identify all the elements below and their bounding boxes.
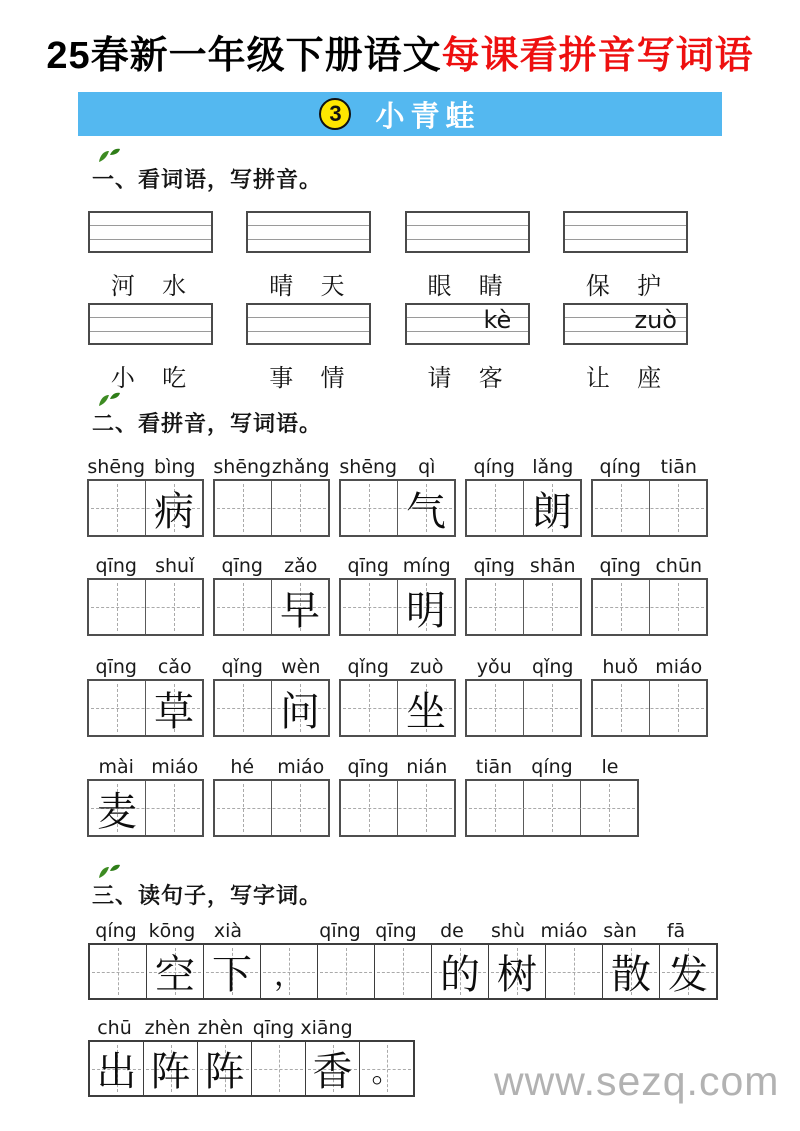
pinyin-writing-box[interactable] <box>88 303 213 345</box>
handwritten-char: 气 <box>406 488 446 535</box>
pinyin-row <box>339 452 456 478</box>
character-box <box>213 578 330 636</box>
char-cell[interactable] <box>649 681 706 735</box>
pinyin-syllable: qīng <box>347 756 389 778</box>
pinyin-syllable: bìng <box>154 456 196 478</box>
char-cell <box>602 945 659 998</box>
char-cell[interactable] <box>90 945 146 998</box>
word-label: 让 座 <box>585 364 666 392</box>
section2-row-2 <box>87 551 708 636</box>
pinyin-writing-box[interactable] <box>246 303 371 345</box>
title-black: 25春新一年级下册语文 <box>46 35 442 77</box>
char-cell[interactable] <box>523 580 580 634</box>
char-cell <box>431 945 488 998</box>
section2-row-3 <box>87 652 708 737</box>
pinyin-syllable: xiāng <box>300 1017 353 1039</box>
pinyin-syllable: de <box>440 920 464 942</box>
pinyin-word-item <box>246 211 371 301</box>
pinyin-syllable: chūn <box>655 555 703 577</box>
char-cell <box>90 1042 143 1095</box>
pinyin-syllable: yǒu <box>476 656 512 678</box>
char-cell <box>305 1042 359 1095</box>
section2-row-1 <box>87 452 708 537</box>
char-cell[interactable] <box>215 580 271 634</box>
char-cell[interactable] <box>145 781 202 835</box>
pinyin-writing-box[interactable] <box>88 211 213 253</box>
char-cell <box>145 681 202 735</box>
char-cell[interactable] <box>317 945 374 998</box>
section3-line-2 <box>88 1013 415 1097</box>
fourline-guide <box>90 239 211 240</box>
handwritten-char: 出 <box>96 1049 137 1095</box>
handwritten-char: 朗 <box>532 488 572 535</box>
char-cell[interactable] <box>374 945 431 998</box>
char-cell[interactable] <box>467 580 523 634</box>
fourline-guide <box>248 225 369 226</box>
pinyin-row <box>465 752 639 778</box>
pinyin-row <box>87 752 204 778</box>
pinyin-row <box>591 452 708 478</box>
handwritten-char: 阵 <box>150 1049 191 1095</box>
char-cell[interactable] <box>215 781 271 835</box>
pinyin-syllable: qíng <box>599 456 641 478</box>
handwritten-char: 空 <box>155 952 195 998</box>
section1-heading-text: 一、看词语，写拼音。 <box>92 167 323 192</box>
char-cell[interactable] <box>341 681 397 735</box>
char-cell[interactable] <box>341 781 397 835</box>
handwritten-char: 病 <box>154 488 194 535</box>
pinyin-word-item <box>405 303 530 393</box>
character-box <box>339 479 456 537</box>
character-box <box>213 679 330 737</box>
character-box <box>591 578 708 636</box>
char-cell <box>523 481 580 535</box>
fourline-guide <box>565 225 686 226</box>
character-box <box>465 779 639 837</box>
punctuation: ， <box>274 958 304 993</box>
fourline-guide <box>407 239 528 240</box>
pinyin-syllable: qì <box>418 456 436 478</box>
pinyin-syllable: qǐng <box>532 656 574 678</box>
handwritten-char: 发 <box>668 952 708 998</box>
handwritten-char: 草 <box>154 688 194 735</box>
pinyin-syllable: shēng <box>87 456 146 478</box>
pinyin-row <box>213 452 330 478</box>
pinyin-syllable: fā <box>666 920 686 942</box>
pinyin-row <box>213 551 330 577</box>
fourline-guide <box>90 331 211 332</box>
word-label: 河 水 <box>110 272 191 300</box>
section1-row-1 <box>88 211 688 301</box>
pinyin-char-group <box>87 551 204 636</box>
pinyin-syllable: miáo <box>655 656 703 678</box>
leaf-icon <box>96 863 122 879</box>
pinyin-row <box>88 916 718 942</box>
handwritten-char: 坐 <box>406 688 446 735</box>
pinyin-char-group <box>465 752 639 837</box>
section3-heading <box>92 879 322 910</box>
pinyin-syllable: shān <box>529 555 576 577</box>
punctuation: 。 <box>371 1055 402 1090</box>
pinyin-syllable: zhèn <box>144 1017 191 1039</box>
fourline-guide <box>248 317 369 318</box>
pinyin-syllable: cǎo <box>157 656 192 678</box>
sentence-strip <box>88 1040 415 1097</box>
pinyin-char-group <box>213 752 330 837</box>
char-cell[interactable] <box>649 580 706 634</box>
handwritten-char: 麦 <box>97 788 137 835</box>
handwritten-char: 早 <box>280 587 320 634</box>
pinyin-word-item <box>563 303 688 393</box>
char-cell[interactable] <box>145 580 202 634</box>
char-cell[interactable] <box>467 781 523 835</box>
pinyin-syllable: wèn <box>281 656 321 678</box>
pinyin-syllable: shù <box>491 920 525 942</box>
pinyin-syllable: sàn <box>603 920 637 942</box>
section1-row-2 <box>88 303 688 393</box>
word-label: 眼 睛 <box>427 272 507 300</box>
char-cell[interactable] <box>593 580 649 634</box>
pinyin-syllable: zǎo <box>284 555 318 577</box>
word-label: 保 护 <box>585 272 666 300</box>
character-box <box>339 578 456 636</box>
handwritten-char: 的 <box>440 952 480 998</box>
pinyin-row <box>465 652 582 678</box>
pinyin-writing-box <box>405 303 530 345</box>
section3-line-1 <box>88 916 718 1000</box>
pinyin-answer: kè <box>483 306 512 334</box>
lesson-banner <box>78 92 722 136</box>
handwritten-char: 下 <box>212 952 252 998</box>
character-box <box>465 578 582 636</box>
char-cell[interactable] <box>89 681 145 735</box>
pinyin-syllable: qīng <box>599 555 641 577</box>
char-cell <box>260 945 317 998</box>
pinyin-char-group <box>339 452 456 537</box>
char-cell[interactable] <box>580 781 637 835</box>
character-box <box>465 679 582 737</box>
section2-row-4 <box>87 752 639 837</box>
character-box <box>87 578 204 636</box>
section2-heading-text: 二、看拼音，写词语。 <box>92 411 323 436</box>
pinyin-row <box>88 1013 415 1039</box>
pinyin-syllable: hé <box>230 756 255 778</box>
pinyin-syllable: kōng <box>148 920 196 942</box>
pinyin-word-item <box>246 303 371 393</box>
pinyin-writing-box[interactable] <box>563 211 688 253</box>
pinyin-syllable: qíng <box>531 756 573 778</box>
leaf-icon <box>96 391 122 407</box>
pinyin-row <box>339 752 456 778</box>
pinyin-syllable: chū <box>97 1017 132 1039</box>
char-cell[interactable] <box>523 781 580 835</box>
pinyin-char-group <box>591 452 708 537</box>
pinyin-syllable: le <box>601 756 619 778</box>
character-box <box>87 479 204 537</box>
character-box <box>87 779 204 837</box>
section1-heading <box>92 163 322 194</box>
pinyin-syllable: qīng <box>95 555 137 577</box>
char-cell <box>197 1042 251 1095</box>
title-red: 每课看拼音写词语 <box>441 35 754 77</box>
fourline-guide <box>248 331 369 332</box>
pinyin-syllable: zhǎng <box>271 456 330 478</box>
char-cell <box>397 580 454 634</box>
pinyin-row <box>465 452 582 478</box>
char-cell[interactable] <box>271 481 328 535</box>
pinyin-char-group <box>339 551 456 636</box>
pinyin-syllable: tiān <box>660 456 697 478</box>
char-cell <box>89 781 145 835</box>
pinyin-syllable: qīng <box>375 920 417 942</box>
char-cell <box>659 945 716 998</box>
character-box <box>339 779 456 837</box>
pinyin-char-group <box>591 652 708 737</box>
char-cell[interactable] <box>467 481 523 535</box>
pinyin-syllable: tiān <box>475 756 513 778</box>
handwritten-char: 明 <box>406 587 446 634</box>
char-cell[interactable] <box>523 681 580 735</box>
pinyin-row <box>465 551 582 577</box>
character-box <box>591 679 708 737</box>
handwritten-char: 问 <box>280 688 320 735</box>
pinyin-syllable: qīng <box>252 1017 295 1039</box>
pinyin-syllable: qīng <box>319 920 361 942</box>
section2-heading <box>92 407 322 438</box>
pinyin-syllable: zhèn <box>197 1017 244 1039</box>
pinyin-word-item <box>88 211 213 301</box>
pinyin-syllable: qíng <box>473 456 515 478</box>
handwritten-char: 阵 <box>204 1049 245 1095</box>
char-cell[interactable] <box>251 1042 305 1095</box>
pinyin-word-item <box>88 303 213 393</box>
character-box <box>87 679 204 737</box>
pinyin-syllable: lǎng <box>532 456 574 478</box>
pinyin-syllable: shuǐ <box>155 555 195 577</box>
pinyin-row <box>87 551 204 577</box>
pinyin-char-group <box>465 452 582 537</box>
pinyin-syllable: shēng <box>213 456 272 478</box>
pinyin-syllable: miáo <box>277 756 325 778</box>
fourline-guide <box>90 317 211 318</box>
character-box <box>591 479 708 537</box>
pinyin-syllable: mài <box>98 756 134 778</box>
word-label: 事 情 <box>269 364 349 392</box>
pinyin-writing-box[interactable] <box>405 211 530 253</box>
pinyin-syllable: míng <box>402 555 451 577</box>
leaf-icon <box>96 147 122 163</box>
pinyin-char-group <box>339 652 456 737</box>
watermark: www.sezq.com <box>494 1058 780 1104</box>
pinyin-syllable: huǒ <box>602 656 639 678</box>
char-cell <box>488 945 545 998</box>
char-cell[interactable] <box>649 481 706 535</box>
pinyin-syllable: qǐng <box>221 656 263 678</box>
page-title <box>0 24 800 79</box>
fourline-guide <box>565 239 686 240</box>
pinyin-syllable: xià <box>213 920 243 942</box>
pinyin-char-group <box>339 752 456 837</box>
char-cell[interactable] <box>215 681 271 735</box>
pinyin-row <box>87 652 204 678</box>
lesson-title: 小青蛙 <box>375 100 481 133</box>
word-label: 晴 天 <box>269 272 349 300</box>
fourline-guide <box>248 239 369 240</box>
pinyin-syllable: qīng <box>473 555 515 577</box>
character-box <box>213 479 330 537</box>
char-cell <box>145 481 202 535</box>
pinyin-row <box>339 652 456 678</box>
pinyin-writing-box <box>563 303 688 345</box>
pinyin-syllable: zuò <box>409 656 444 678</box>
fourline-guide <box>90 225 211 226</box>
char-cell[interactable] <box>89 580 145 634</box>
pinyin-row <box>591 551 708 577</box>
lesson-number-badge: 3 <box>319 98 351 130</box>
pinyin-row <box>339 551 456 577</box>
character-box <box>213 779 330 837</box>
pinyin-syllable: qíng <box>95 920 137 942</box>
char-cell <box>271 681 328 735</box>
handwritten-char: 香 <box>312 1049 353 1095</box>
pinyin-row <box>213 652 330 678</box>
pinyin-syllable: qīng <box>347 555 389 577</box>
char-cell <box>397 481 454 535</box>
char-cell[interactable] <box>215 481 271 535</box>
pinyin-writing-box[interactable] <box>246 211 371 253</box>
pinyin-row <box>87 452 204 478</box>
pinyin-syllable: miáo <box>151 756 199 778</box>
char-cell[interactable] <box>545 945 602 998</box>
pinyin-char-group <box>591 551 708 636</box>
pinyin-char-group <box>465 652 582 737</box>
char-cell[interactable] <box>593 681 649 735</box>
char-cell <box>359 1042 413 1095</box>
char-cell[interactable] <box>341 481 397 535</box>
sentence-strip <box>88 943 718 1000</box>
char-cell[interactable] <box>89 481 145 535</box>
word-label: 请 客 <box>427 364 507 392</box>
word-label: 小 吃 <box>110 364 191 392</box>
char-cell <box>146 945 203 998</box>
pinyin-syllable: qīng <box>221 555 263 577</box>
character-box <box>465 479 582 537</box>
char-cell <box>397 681 454 735</box>
pinyin-word-item <box>563 211 688 301</box>
pinyin-syllable: qīng <box>95 656 137 678</box>
character-box <box>339 679 456 737</box>
pinyin-char-group <box>213 452 330 537</box>
pinyin-char-group <box>87 752 204 837</box>
char-cell <box>203 945 260 998</box>
handwritten-char: 散 <box>611 952 651 998</box>
char-cell[interactable] <box>341 580 397 634</box>
section3-heading-text: 三、读句子，写字词。 <box>92 883 323 908</box>
pinyin-char-group <box>87 452 204 537</box>
fourline-guide <box>407 225 528 226</box>
pinyin-word-item <box>405 211 530 301</box>
char-cell <box>271 580 328 634</box>
pinyin-syllable: nián <box>406 756 448 778</box>
pinyin-syllable: qǐng <box>347 656 389 678</box>
handwritten-char: 树 <box>497 952 537 998</box>
char-cell <box>143 1042 197 1095</box>
pinyin-char-group <box>465 551 582 636</box>
pinyin-syllable: miáo <box>540 920 588 942</box>
char-cell[interactable] <box>271 781 328 835</box>
pinyin-char-group <box>87 652 204 737</box>
char-cell[interactable] <box>397 781 454 835</box>
pinyin-char-group <box>213 551 330 636</box>
char-cell[interactable] <box>593 481 649 535</box>
char-cell[interactable] <box>467 681 523 735</box>
pinyin-row <box>213 752 330 778</box>
pinyin-row <box>591 652 708 678</box>
pinyin-answer: zuò <box>634 306 677 334</box>
pinyin-char-group <box>213 652 330 737</box>
pinyin-syllable: shēng <box>339 456 398 478</box>
